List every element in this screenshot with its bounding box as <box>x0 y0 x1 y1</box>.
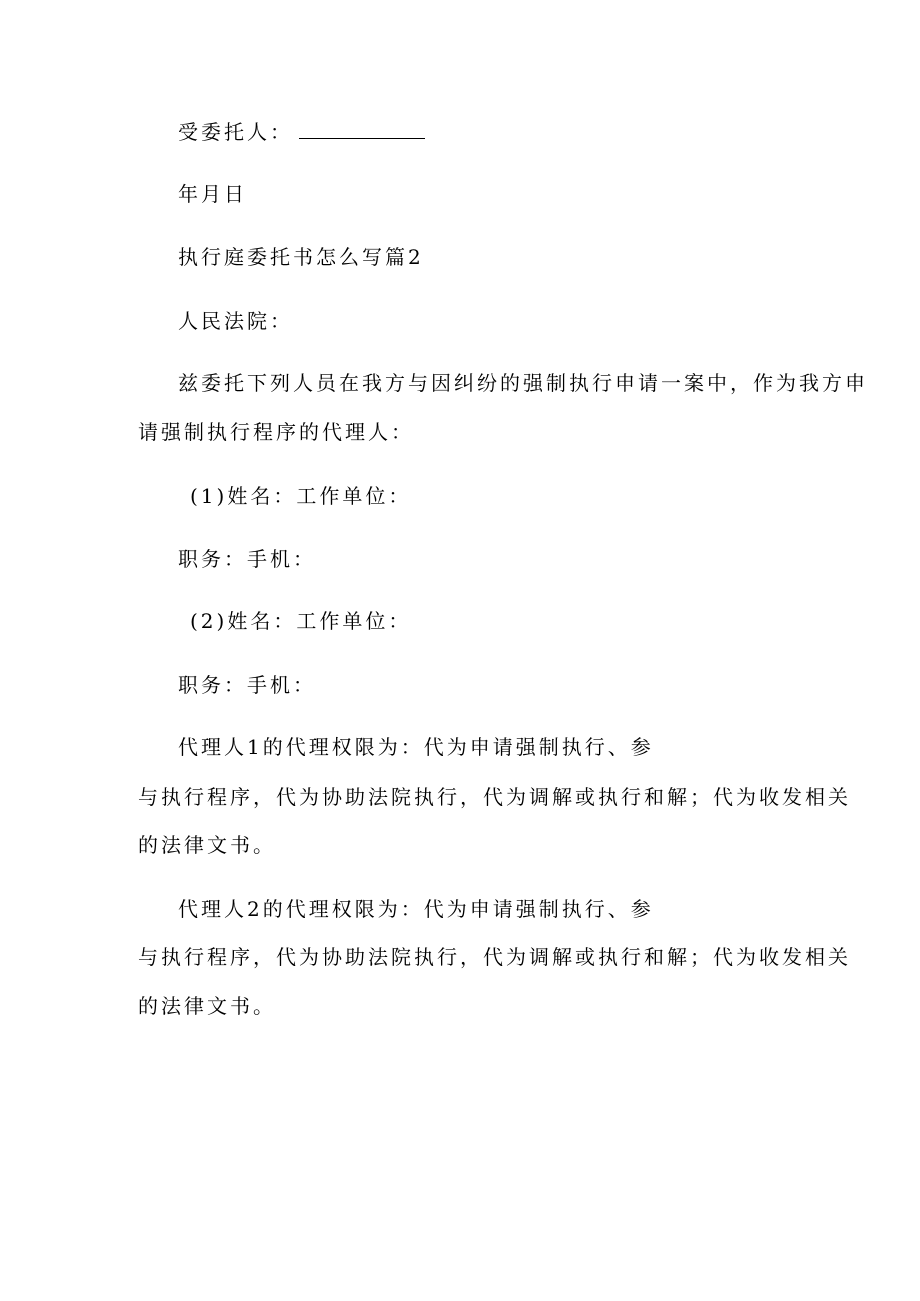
authority-1-line-2: 与执行程序，代为协助法院执行，代为调解或执行和解；代为收发相关 <box>138 785 851 809</box>
authority-1-line-3: 的法律文书。 <box>138 833 276 857</box>
principal-signature-label: 受委托人： <box>178 120 293 144</box>
addressee: 人民法院： <box>178 309 293 333</box>
date-line: 年月日 <box>178 182 247 206</box>
signature-blank <box>299 120 425 139</box>
agent-2-title-line: 职务：手机： <box>178 673 316 697</box>
agent-2-name-line: (2)姓名：工作单位： <box>190 609 412 633</box>
authority-2-line-3: 的法律文书。 <box>138 994 276 1018</box>
authority-1-line-1: 代理人1的代理权限为：代为申请强制执行、参 <box>178 735 654 759</box>
authority-2-line-2: 与执行程序，代为协助法院执行，代为调解或执行和解；代为收发相关 <box>138 945 851 969</box>
section-heading: 执行庭委托书怎么写篇2 <box>178 245 424 269</box>
intro-line-2: 请强制执行程序的代理人： <box>138 420 414 444</box>
agent-1-title-line: 职务：手机： <box>178 547 316 571</box>
principal-signature-line <box>178 119 425 145</box>
authority-2-line-1: 代理人2的代理权限为：代为申请强制执行、参 <box>178 897 654 921</box>
intro-line-1: 兹委托下列人员在我方与因纠纷的强制执行申请一案中，作为我方申 <box>178 371 868 395</box>
agent-1-name-line: (1)姓名：工作单位： <box>190 484 412 508</box>
